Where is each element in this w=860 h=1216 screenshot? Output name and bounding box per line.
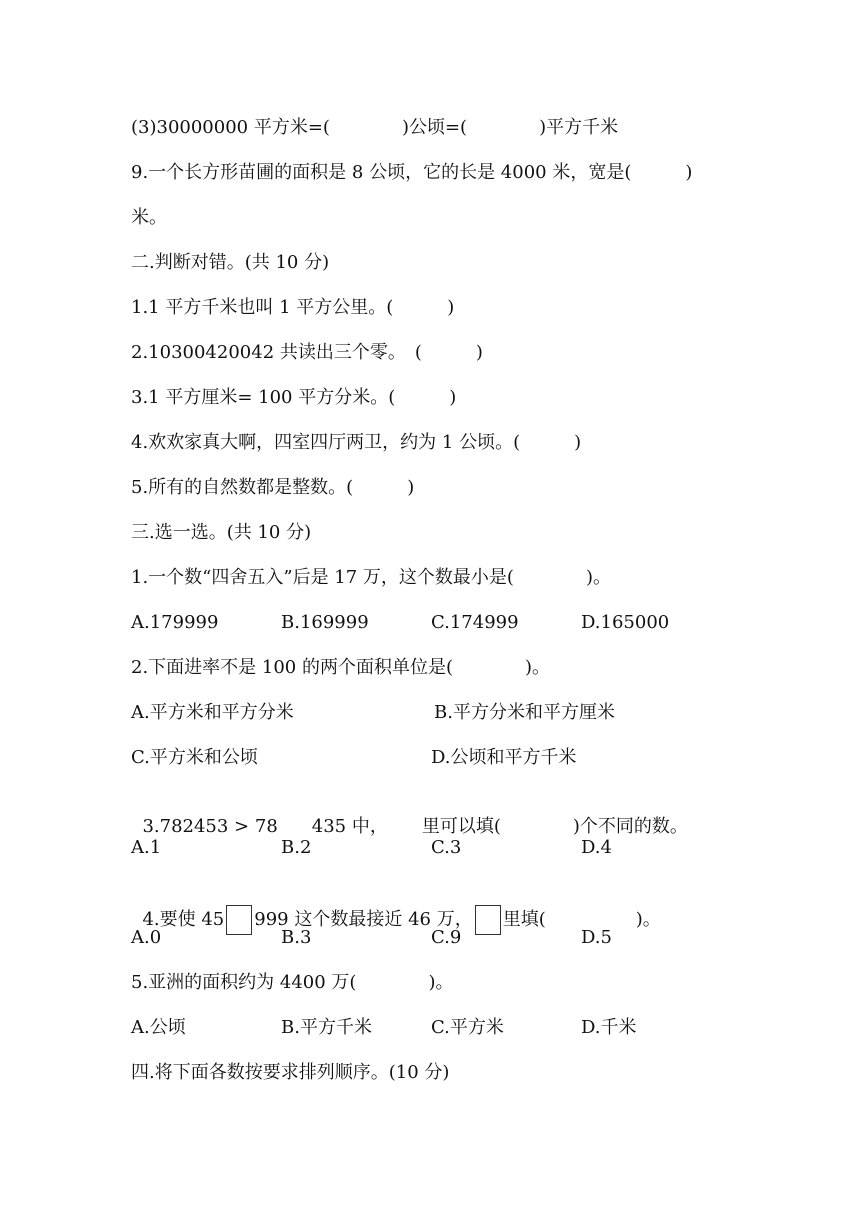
choice-q5-stem: 5.亚洲的面积约为 4400 万( )。 xyxy=(131,972,454,993)
choice-q2-stem: 2.下面进率不是 100 的两个面积单位是( )。 xyxy=(131,657,551,678)
question-9-line1: 9.一个长方形苗圃的面积是 8 公顷，它的长是 4000 米，宽是( ) xyxy=(131,162,693,183)
choice-q5-option-c: C.平方米 xyxy=(431,1017,504,1038)
question-9-line2: 米。 xyxy=(131,207,167,228)
judge-item-3: 3.1 平方厘米= 100 平方分米。( ) xyxy=(131,387,457,408)
choice-q2-option-a: A.平方米和平方分米 xyxy=(131,702,294,723)
judge-item-5: 5.所有的自然数都是整数。( ) xyxy=(131,477,415,498)
choice-q1-option-c: C.174999 xyxy=(431,612,519,633)
choice-q3-stem xyxy=(131,791,688,839)
choice-q1-option-a: A.179999 xyxy=(131,612,219,633)
choice-q3-option-b: B.2 xyxy=(281,837,312,858)
choice-q5-option-d: D.千米 xyxy=(581,1017,637,1038)
choice-q4-option-c: C.9 xyxy=(431,927,462,948)
choice-q4-option-d: D.5 xyxy=(581,927,612,948)
choice-q3-stem-part-b: 435 中， xyxy=(311,816,388,837)
choice-q4-stem-part-a: 4.要使 45 xyxy=(142,909,225,930)
choice-q4-option-b: B.3 xyxy=(281,927,312,948)
answer-box xyxy=(226,905,252,935)
choice-q5-option-a: A.公顷 xyxy=(131,1017,186,1038)
judge-item-2: 2.10300420042 共读出三个零。 ( ) xyxy=(131,342,483,363)
section-3-heading: 三.选一选。(共 10 分) xyxy=(131,522,312,543)
choice-q3-option-c: C.3 xyxy=(431,837,462,858)
section-4-heading: 四.将下面各数按要求排列顺序。(10 分) xyxy=(131,1062,450,1083)
choice-q3-stem-part-a: 3.782453 > 78 xyxy=(142,816,278,837)
section-2-heading: 二.判断对错。(共 10 分) xyxy=(131,252,330,273)
choice-q1-option-d: D.165000 xyxy=(581,612,670,633)
question-8-3: (3)30000000 平方米=( )公顷=( )平方千米 xyxy=(131,117,619,138)
choice-q4-option-a: A.0 xyxy=(131,927,162,948)
choice-q1-stem: 1.一个数“四舍五入”后是 17 万，这个数最小是( )。 xyxy=(131,567,611,588)
choice-q3-stem-part-c: 里可以填( )个不同的数。 xyxy=(421,816,688,837)
choice-q5-option-b: B.平方千米 xyxy=(281,1017,372,1038)
choice-q4-stem-part-c: 里填( )。 xyxy=(502,909,661,930)
choice-q2-option-d: D.公顷和平方千米 xyxy=(431,747,577,768)
choice-q4-stem-part-b: 999 这个数最接近 46 万， xyxy=(254,909,473,930)
choice-q2-option-b: B.平方分米和平方厘米 xyxy=(434,702,615,723)
choice-q2-option-c: C.平方米和公顷 xyxy=(131,747,258,768)
choice-q3-option-d: D.4 xyxy=(581,837,612,858)
judge-item-1: 1.1 平方千米也叫 1 平方公里。( ) xyxy=(131,297,455,318)
answer-box xyxy=(475,905,501,935)
choice-q3-option-a: A.1 xyxy=(131,837,162,858)
judge-item-4: 4.欢欢家真大啊，四室四厅两卫，约为 1 公顷。( ) xyxy=(131,432,582,453)
choice-q1-option-b: B.169999 xyxy=(281,612,369,633)
